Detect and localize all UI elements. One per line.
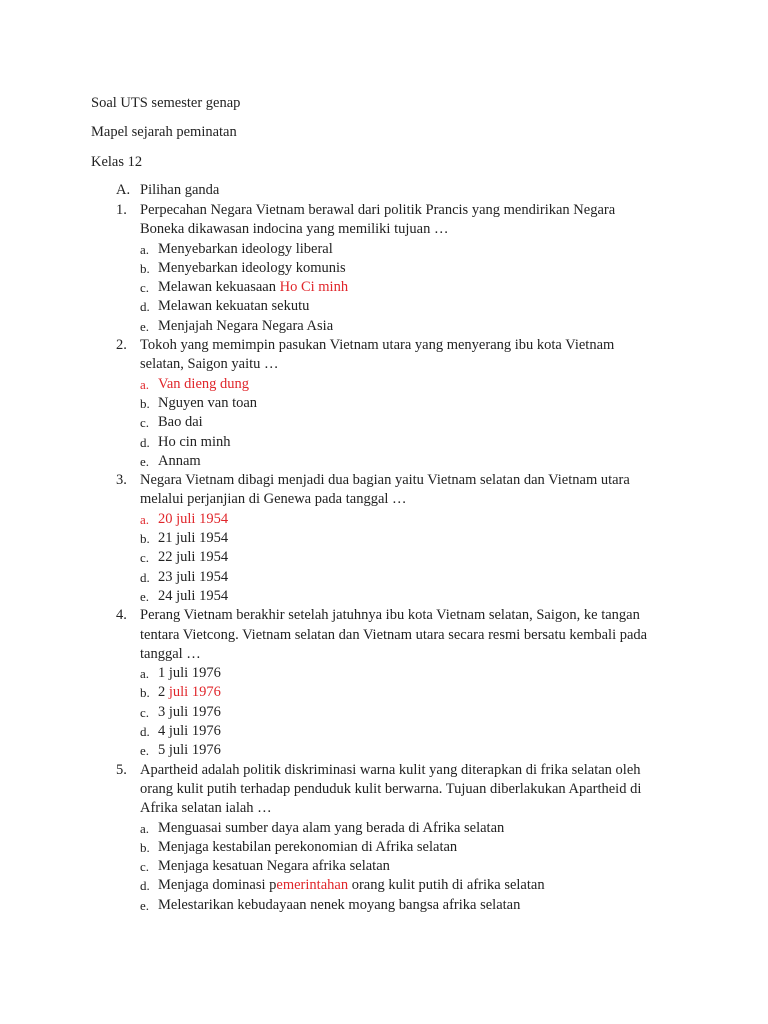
- answer-option: [116, 394, 656, 413]
- answer-option: [116, 587, 656, 606]
- option-letter: c.: [140, 704, 150, 720]
- question-item: [116, 201, 656, 336]
- option-letter: c.: [140, 859, 150, 875]
- option-text-part: Menyebarkan ideology liberal: [158, 240, 333, 257]
- answer-option: [116, 876, 656, 895]
- option-letter: b.: [140, 531, 150, 547]
- option-text-part: 23 juli 1954: [158, 568, 229, 585]
- option-list: [116, 664, 656, 760]
- option-text: [158, 568, 228, 587]
- option-text-part: Menjajah Negara Negara Asia: [158, 317, 334, 334]
- option-text: [158, 722, 221, 741]
- option-text: [158, 587, 228, 606]
- section-heading: [116, 181, 219, 200]
- option-letter: a.: [140, 666, 150, 682]
- question-number: 1.: [116, 202, 127, 218]
- option-text: [158, 664, 221, 683]
- question-list: [116, 201, 656, 915]
- question-number: 2.: [116, 337, 127, 354]
- question-item: [116, 606, 656, 760]
- option-text-part: orang kulit putih di afrika selatan: [348, 877, 545, 894]
- question-text: Apartheid adalah politik diskriminasi warna kulit yang diterapkan di frika selatan oleh orang kulit putih terhadap penduduk kulit berwarna. Tujuan diberlakukan Apartheid di Afrika selatan ialah …: [140, 761, 642, 817]
- option-text-part: 22 juli 1954: [158, 549, 229, 566]
- option-letter: b.: [140, 260, 150, 276]
- answer-option: [116, 683, 656, 702]
- answer-option: [116, 896, 656, 915]
- option-letter: e.: [140, 743, 150, 759]
- answer-option: [116, 278, 656, 297]
- option-letter: d.: [140, 724, 150, 740]
- option-letter: d.: [140, 878, 150, 894]
- question-number: 5.: [116, 761, 127, 778]
- document-title: Soal UTS semester genap: [91, 95, 241, 111]
- option-letter: d.: [140, 434, 150, 450]
- option-letter: d.: [140, 569, 150, 585]
- option-text-part: Melestarikan kebudayaan nenek moyang bangsa afrika selatan: [158, 896, 521, 913]
- option-text: [158, 259, 346, 278]
- answer-option: [116, 741, 656, 760]
- question-row: [116, 761, 656, 819]
- option-letter: d.: [140, 299, 150, 315]
- option-text: [158, 838, 457, 857]
- option-text: [158, 413, 203, 432]
- option-letter: e.: [140, 588, 150, 604]
- question-text: Perpecahan Negara Vietnam berawal dari politik Prancis yang mendirikan Negara Boneka dikawasan indocina yang memiliki tujuan …: [140, 202, 616, 238]
- question-row: [116, 336, 656, 375]
- option-letter: a.: [140, 241, 150, 257]
- option-text: [158, 433, 231, 452]
- answer-option: [116, 529, 656, 548]
- option-text: [158, 452, 201, 471]
- option-text: [158, 529, 228, 548]
- option-text: [158, 703, 221, 722]
- subject-line: Mapel sejarah peminatan: [91, 124, 237, 140]
- option-text-part: 4 juli 1976: [158, 723, 221, 740]
- grade-line: Kelas 12: [91, 154, 143, 170]
- answer-option: [116, 297, 656, 316]
- answer-option: [116, 375, 656, 394]
- option-letter: b.: [140, 395, 150, 411]
- option-text: [158, 240, 333, 259]
- option-list: [116, 510, 656, 606]
- question-number: 3.: [116, 472, 127, 489]
- option-text-part: Melawan kekuatan sekutu: [158, 298, 310, 315]
- option-letter: a.: [140, 511, 150, 527]
- option-text: [158, 278, 348, 297]
- option-letter: a.: [140, 376, 150, 392]
- option-list: [116, 375, 656, 471]
- option-text: [158, 857, 390, 876]
- answer-option: [116, 510, 656, 529]
- option-text: [158, 876, 545, 895]
- option-list: [116, 819, 656, 915]
- answer-option: [116, 240, 656, 259]
- option-text: [158, 375, 249, 394]
- answer-option: [116, 838, 656, 857]
- highlighted-answer-text: Van dieng dung: [158, 375, 250, 392]
- question-text: Negara Vietnam dibagi menjadi dua bagian yaitu Vietnam selatan dan Vietnam utara melalui perjanjian di Genewa pada tanggal …: [140, 472, 630, 508]
- highlighted-answer-text: 20 juli 1954: [158, 510, 229, 527]
- answer-option: [116, 664, 656, 683]
- answer-option: [116, 819, 656, 838]
- option-text: [158, 683, 221, 702]
- option-text-part: 21 juli 1954: [158, 530, 229, 547]
- option-text-part: 3 juli 1976: [158, 703, 221, 720]
- option-text-part: Ho cin minh: [158, 433, 231, 450]
- option-text-part: Menjaga kesatuan Negara afrika selatan: [158, 858, 390, 875]
- question-text: Tokoh yang memimpin pasukan Vietnam utara yang menyerang ibu kota Vietnam selatan, Saigon yaitu …: [140, 337, 615, 373]
- option-letter: e.: [140, 453, 150, 469]
- answer-option: [116, 568, 656, 587]
- option-text-part: Annam: [158, 452, 201, 469]
- option-text-part: 2: [158, 684, 169, 701]
- option-letter: a.: [140, 820, 150, 836]
- option-text-part: Bao dai: [158, 414, 203, 431]
- option-text-part: 5 juli 1976: [158, 742, 221, 759]
- answer-option: [116, 317, 656, 336]
- answer-option: [116, 433, 656, 452]
- option-list: [116, 240, 656, 336]
- option-text-part: Melawan kekuasaan: [158, 279, 280, 296]
- option-text: [158, 819, 504, 838]
- question-item: [116, 761, 656, 915]
- option-letter: c.: [140, 550, 150, 566]
- option-text-part: Menguasai sumber daya alam yang berada di Afrika selatan: [158, 819, 505, 836]
- option-text: [158, 896, 520, 915]
- answer-option: [116, 548, 656, 567]
- option-text: [158, 548, 228, 567]
- answer-option: [116, 857, 656, 876]
- question-text: Perang Vietnam berakhir setelah jatuhnya ibu kota Vietnam selatan, Saigon, ke tangan tentara Vietcong. Vietnam selatan dan Vietnam utara secara resmi bersatu kembali pada tanggal …: [140, 607, 648, 662]
- answer-option: [116, 259, 656, 278]
- option-letter: c.: [140, 415, 150, 431]
- option-letter: e.: [140, 897, 150, 913]
- question-row: [116, 201, 656, 240]
- option-text-part: Menjaga kestabilan perekonomian di Afrika selatan: [158, 838, 458, 855]
- section-label: A.: [116, 182, 131, 198]
- section-title: Pilihan ganda: [140, 182, 220, 198]
- option-text: [158, 510, 228, 529]
- highlighted-answer-text: Ho Ci minh: [279, 279, 349, 296]
- answer-option: [116, 703, 656, 722]
- option-letter: b.: [140, 839, 150, 855]
- option-text-part: Menyebarkan ideology komunis: [158, 259, 346, 276]
- question-item: [116, 336, 656, 471]
- option-text-part: 1 juli 1976: [158, 665, 221, 682]
- option-text: [158, 741, 221, 760]
- answer-option: [116, 722, 656, 741]
- question-row: [116, 471, 656, 510]
- highlighted-answer-text: juli 1976: [168, 684, 221, 701]
- answer-option: [116, 452, 656, 471]
- option-text-part: 24 juli 1954: [158, 587, 229, 604]
- highlighted-answer-text: emerintahan: [276, 877, 349, 894]
- question-number: 4.: [116, 607, 127, 624]
- question-item: [116, 471, 656, 606]
- option-text-part: Nguyen van toan: [158, 394, 258, 411]
- option-letter: c.: [140, 280, 150, 296]
- option-text: [158, 394, 257, 413]
- option-text-part: Menjaga dominasi p: [158, 877, 277, 894]
- question-row: [116, 606, 656, 664]
- option-text: [158, 317, 333, 336]
- answer-option: [116, 413, 656, 432]
- option-letter: b.: [140, 685, 150, 701]
- option-letter: e.: [140, 318, 150, 334]
- option-text: [158, 297, 309, 316]
